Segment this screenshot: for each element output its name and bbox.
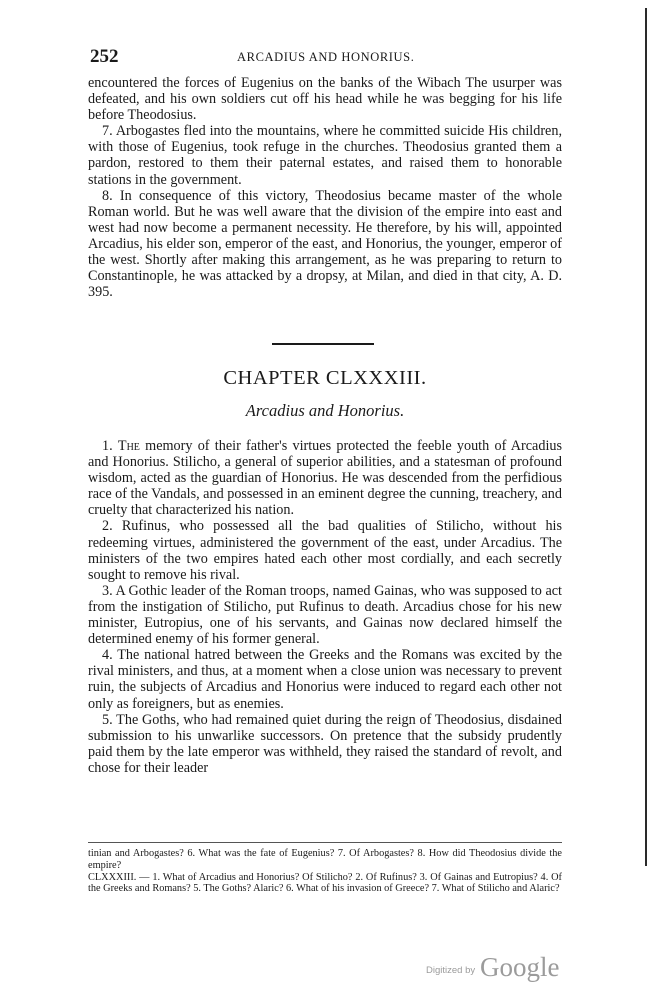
paragraph-4: 4. The national hatred between the Greeks and the Romans was excited by the rival ministers, and thus, at a moment when a close union was necessary to prevent ruin, the subjects of Arcadius and Honorius were induced to regard each other not only as foreigners, but as enemies.	[88, 647, 562, 712]
google-logo: Google	[480, 952, 560, 982]
paragraph-2: 2. Rufinus, who possessed all the bad qualities of Stilicho, without his redeeming virtues, administered the government of the east, under Arcadius. The ministers of the two empires hated each other most cordially, and each secretly sought to remove his rival.	[88, 518, 562, 583]
footnotes	[88, 848, 562, 895]
footnote-questions-chapter: CLXXXIII. — 1. What of Arcadius and Honorius? Of Stilicho? 2. Of Rufinus? 3. Of Gainas and Eutropius? 4. Of the Greeks and Romans? 5. The Goths? Alaric? 6. What of his invasion of Greece? 7. What of Stilicho and Alaric?	[88, 871, 562, 895]
page-number: 252	[90, 46, 119, 67]
paragraph-7: 7. Arbogastes fled into the mountains, where he committed suicide His children, with those of Eugenius, took refuge in the churches. Theodosius granted them a pardon, restored to them their paternal estates, and raised them to honorable stations in the government.	[88, 123, 562, 188]
chapter-subtitle: Arcadius and Honorius.	[245, 401, 405, 420]
paragraph-continued: encountered the forces of Eugenius on the banks of the Wibach The usurper was defeated, and his own soldiers cut off his head while he was begging for his life before Theodosius.	[88, 75, 562, 124]
paragraph-lead-word: The	[117, 438, 140, 454]
footnote-questions-prev: tinian and Arbogastes? 6. What was the fate of Eugenius? 7. Of Arbogastes? 8. How did Theodosius divide the empire?	[88, 848, 562, 871]
google-watermark	[426, 952, 576, 986]
section-divider	[272, 343, 374, 345]
paragraph-1	[88, 438, 562, 518]
running-header	[90, 46, 560, 68]
page-edge-rule	[645, 8, 647, 866]
paragraph-8: 8. In consequence of this victory, Theodosius became master of the whole Roman world. But he was well aware that the division of the empire into east and west had now become a permanent necessity. He therefore, by his will, appointed Arcadius, his elder son, emperor of the east, and Honorius, the younger, emperor of the west. Shortly after making this arrangement, as he was preparing to return to Constantinople, he was attacked by a dropsy, at Milan, and died in that city, A. D. 395.	[88, 187, 562, 301]
chapter-text	[88, 438, 562, 776]
paragraph-body: memory of their father's virtues protected the feeble youth of Arcadius and Honorius. Stilicho, a general of superior abilities, and a statesman of profound wisdom, acted as the guardian of Honorius. He was descended from the perfidious race of the Vandals, and possessed in an eminent degree the cunning, treachery, and cruelty that characterized his nation.	[88, 438, 562, 519]
watermark-prefix: Digitized by	[426, 965, 476, 976]
running-title: ARCADIUS AND HONORIUS.	[237, 50, 415, 64]
previous-chapter-text	[88, 75, 562, 300]
paragraph-5: 5. The Goths, who had remained quiet during the reign of Theodosius, disdained submission to his unwarlike successors. On pretence that the subsidy prudently paid them by the late emperor was withheld, they raised the standard of revolt, and chose for their leader	[88, 711, 562, 776]
paragraph-3: 3. A Gothic leader of the Roman troops, named Gainas, who was supposed to act from the instigation of Stilicho, put Rufinus to death. Arcadius chose for his new minister, Eutropius, one of his servants, and Gainas now declared himself the determined enemy of his former general.	[88, 582, 562, 648]
paragraph-number: 1.	[102, 438, 113, 454]
chapter-title: CHAPTER CLXXXIII.	[223, 367, 427, 389]
footnote-divider	[88, 842, 562, 843]
